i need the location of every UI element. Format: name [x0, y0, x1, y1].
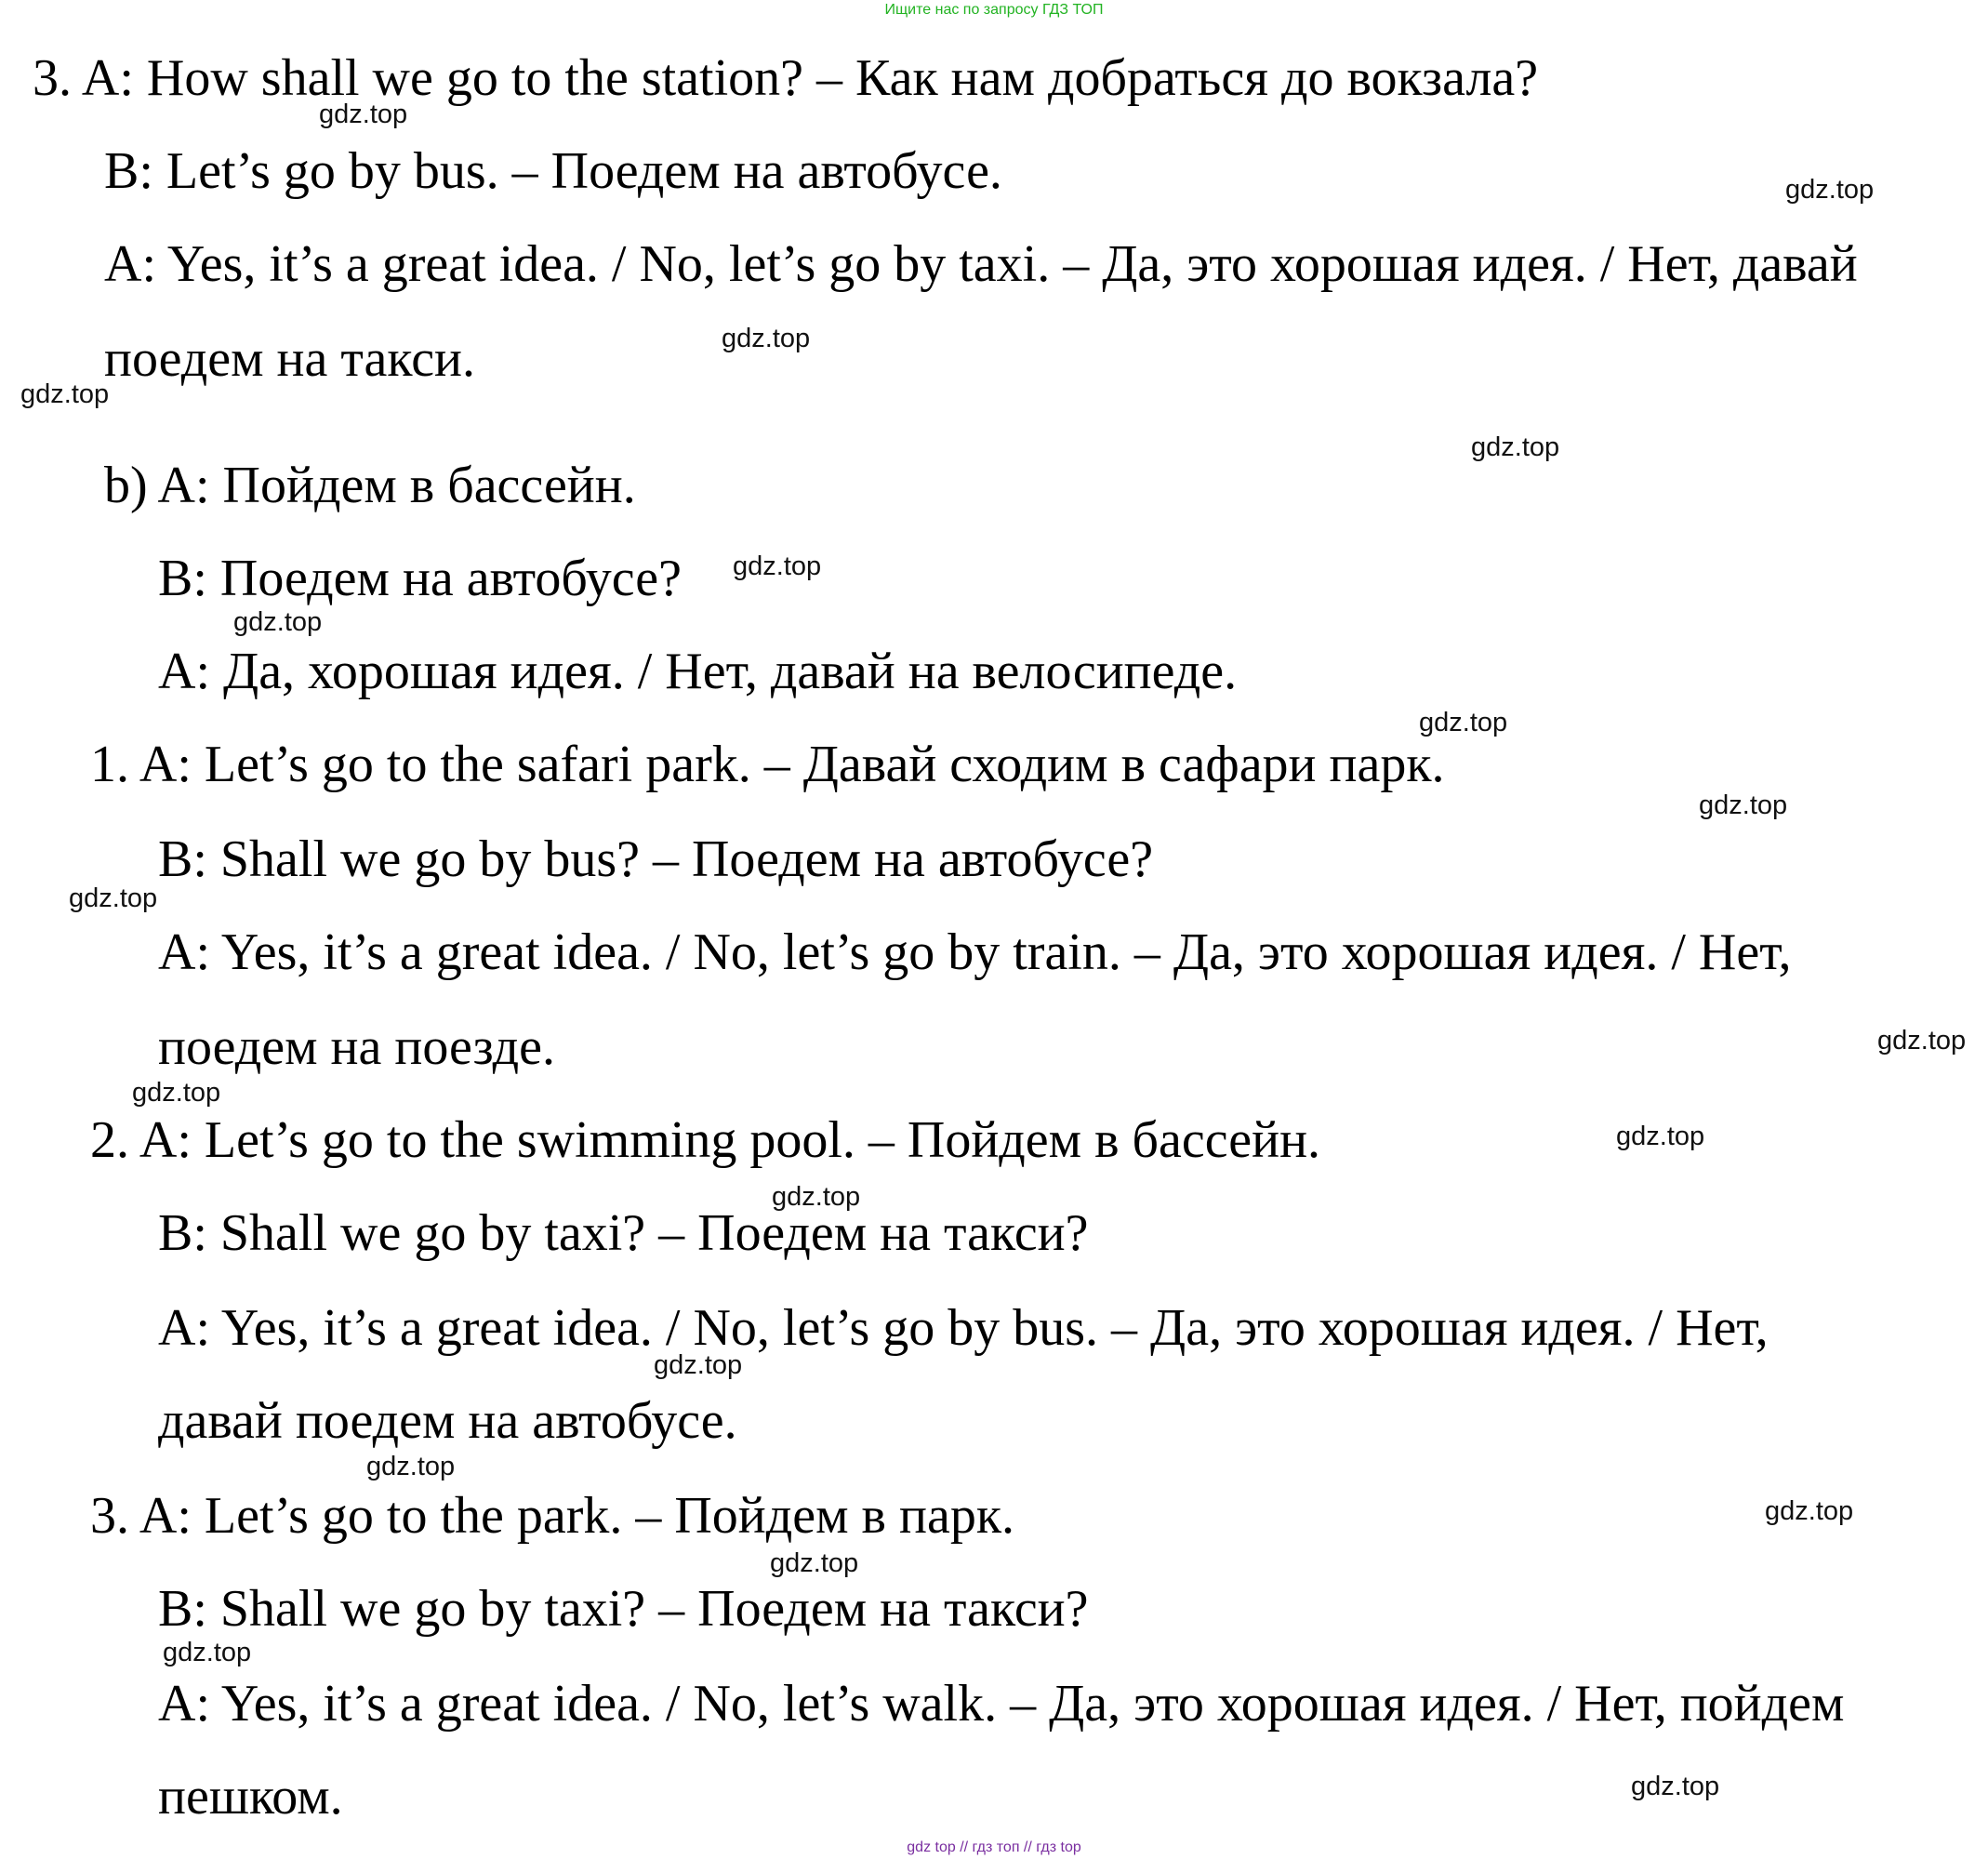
- line-10: поедем на поезде.: [158, 1018, 556, 1076]
- watermark: gdz.top: [163, 1638, 252, 1667]
- watermark: gdz.top: [1471, 432, 1560, 462]
- watermark: gdz.top: [772, 1182, 861, 1212]
- watermark: gdz.top: [1765, 1496, 1854, 1526]
- top-banner: Ищите нас по запросу ГДЗ ТОП: [884, 2, 1104, 18]
- watermark: gdz.top: [366, 1452, 456, 1481]
- line-17: A: Yes, it’s a great idea. / No, let’s walk. – Да, это хорошая идея. / Нет, пойдем: [158, 1675, 1845, 1733]
- line-0: 3. A: How shall we go to the station? – Как нам добраться до вокзала?: [33, 49, 1539, 107]
- line-14: давай поедем на автобусе.: [158, 1392, 737, 1450]
- watermark: gdz.top: [20, 379, 110, 409]
- watermark: gdz.top: [722, 324, 811, 353]
- watermark: gdz.top: [1785, 175, 1875, 205]
- line-9: A: Yes, it’s a great idea. / No, let’s go by train. – Да, это хорошая идея. / Нет,: [158, 923, 1792, 981]
- watermark: gdz.top: [319, 100, 408, 129]
- line-6: A: Да, хорошая идея. / Нет, давай на велосипеде.: [158, 643, 1238, 700]
- footer: gdz top // гдз топ // гдз top: [907, 1839, 1081, 1855]
- line-4: b) A: Пойдем в бассейн.: [104, 457, 636, 514]
- watermark: gdz.top: [733, 551, 822, 581]
- watermark: gdz.top: [1616, 1122, 1705, 1151]
- watermark: gdz.top: [1419, 708, 1508, 737]
- watermark: gdz.top: [654, 1350, 743, 1380]
- watermark: gdz.top: [233, 607, 323, 637]
- watermark: gdz.top: [69, 883, 158, 913]
- watermark: gdz.top: [132, 1078, 221, 1108]
- line-15: 3. A: Let’s go to the park. – Пойдем в парк.: [90, 1487, 1015, 1545]
- line-3: поедем на такси.: [104, 330, 476, 388]
- line-11: 2. A: Let’s go to the swimming pool. – Пойдем в бассейн.: [90, 1111, 1321, 1169]
- line-5: B: Поедем на автобусе?: [158, 550, 683, 607]
- line-18: пешком.: [158, 1768, 343, 1826]
- line-1: B: Let’s go by bus. – Поедем на автобусе.: [104, 142, 1002, 200]
- watermark: gdz.top: [1877, 1026, 1967, 1056]
- line-16: B: Shall we go by taxi? – Поедем на такси?: [158, 1580, 1089, 1638]
- watermark: gdz.top: [770, 1548, 859, 1578]
- watermark: gdz.top: [1699, 790, 1788, 820]
- line-7: 1. A: Let’s go to the safari park. – Давай сходим в сафари парк.: [90, 736, 1445, 793]
- line-8: B: Shall we go by bus? – Поедем на автобусе?: [158, 830, 1154, 888]
- line-12: B: Shall we go by taxi? – Поедем на такси?: [158, 1204, 1089, 1262]
- watermark: gdz.top: [1631, 1772, 1720, 1801]
- line-2: A: Yes, it’s a great idea. / No, let’s go by taxi. – Да, это хорошая идея. / Нет, давай: [104, 235, 1858, 293]
- line-13: A: Yes, it’s a great idea. / No, let’s go by bus. – Да, это хорошая идея. / Нет,: [158, 1299, 1769, 1357]
